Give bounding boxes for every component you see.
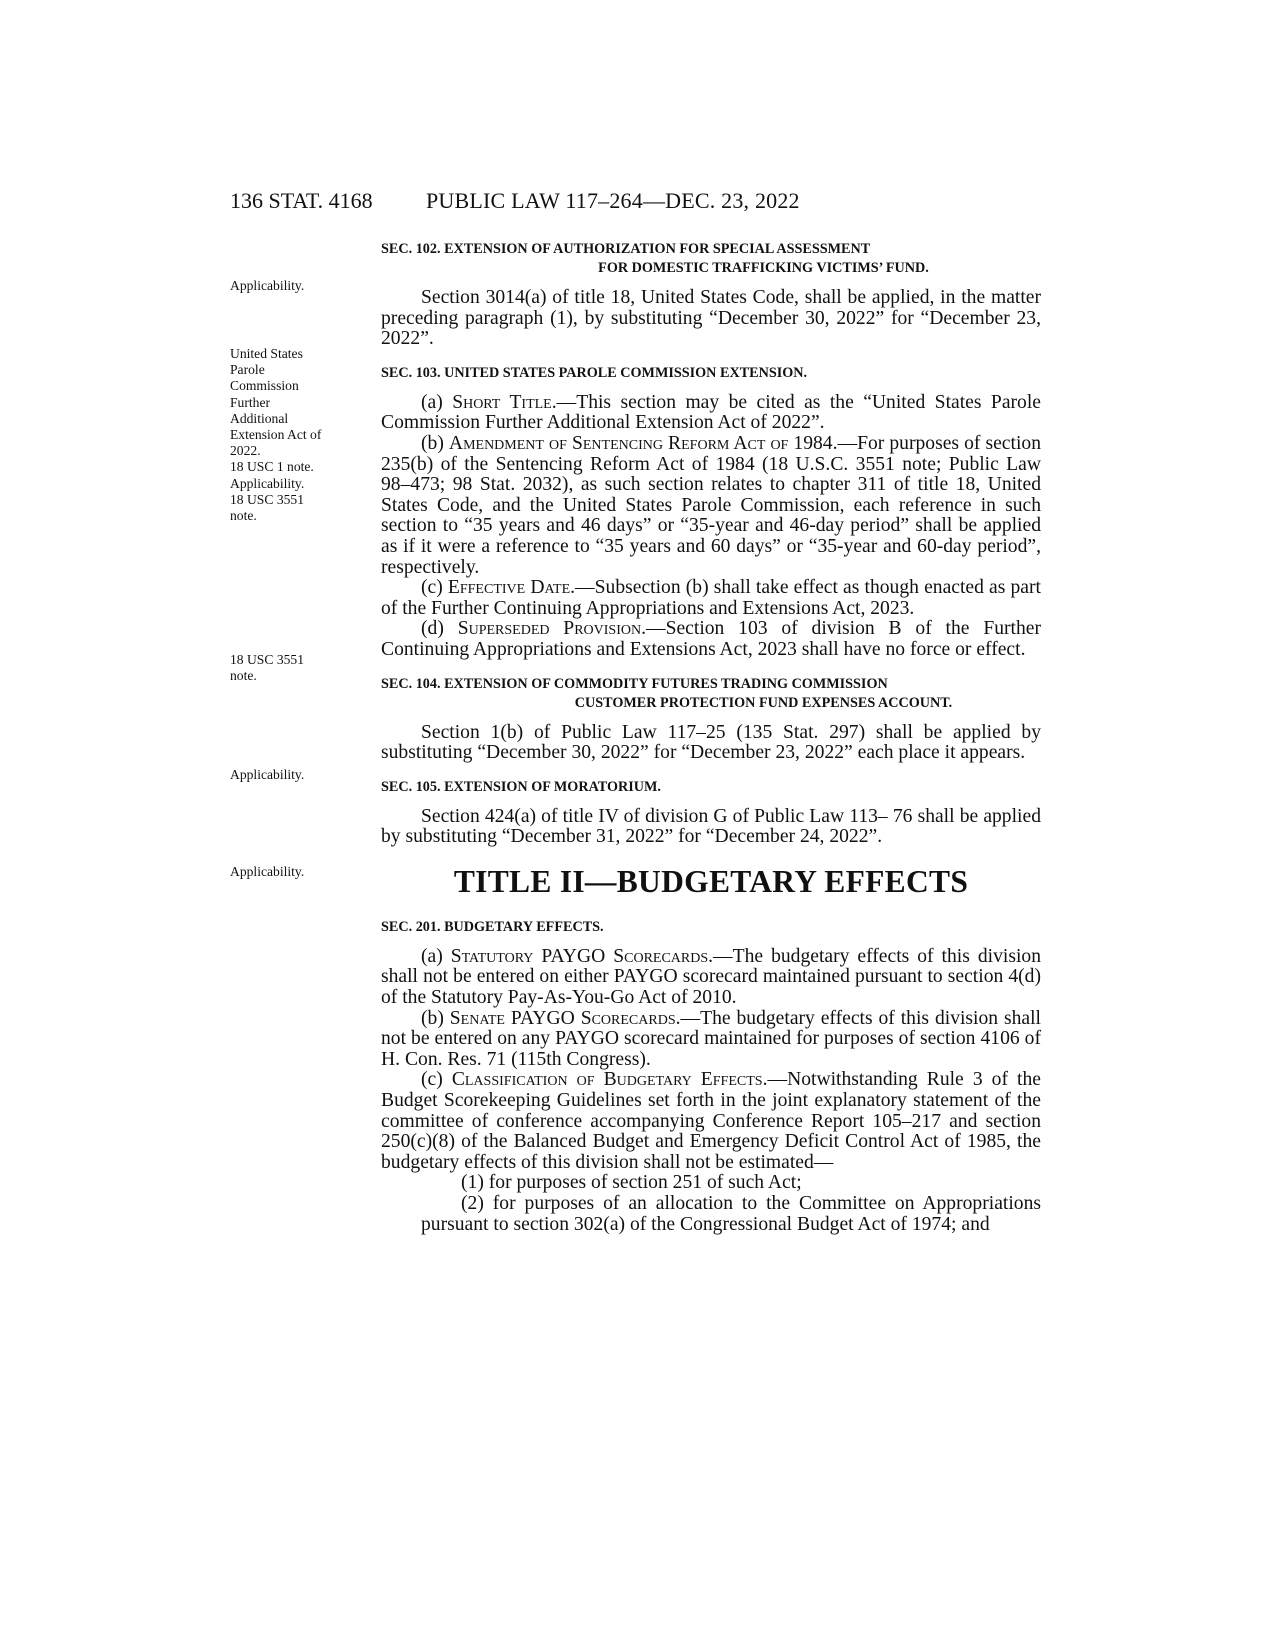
margin-note-line: United States	[230, 346, 303, 361]
heading-line: SEC. 102. EXTENSION OF AUTHORIZATION FOR SPECIAL ASSESSMENT	[381, 241, 871, 257]
section-102-heading	[381, 240, 1041, 278]
margin-note-line: Further	[230, 394, 271, 410]
heading-line: CUSTOMER PROTECTION FUND EXPENSES ACCOUNT.	[574, 694, 953, 711]
margin-note-line: 18 USC 1 note.	[230, 459, 314, 475]
margin-note-parole-commission	[230, 346, 355, 524]
heading-line: SEC. 104. EXTENSION OF COMMODITY FUTURES TRADING COMMISSION	[381, 675, 888, 692]
subsection-caption: Superseded Provision	[457, 618, 642, 640]
section-103-d: (d) Superseded Provision.—Section 103 of division B of the Further Continuing Appropriations and Extensions Act, 2023 shall have no force or effect.	[381, 618, 1042, 660]
section-104-heading	[381, 675, 1041, 713]
statute-page-number: 136 STAT. 4168	[230, 188, 373, 213]
margin-note-usc-3551	[230, 652, 355, 684]
margin-note-line: Parole	[230, 362, 265, 378]
section-102-text: Section 3014(a) of title 18, United States Code, shall be applied, in the matter preceding paragraph (1), by substituting “December 30, 2022” for “December 23, 2022”.	[381, 287, 1041, 350]
heading-line: FOR DOMESTIC TRAFFICKING VICTIMS’ FUND.	[598, 260, 929, 276]
section-103-a: (a) Short Title.—This section may be cited as the “United States Parole Commission Further Additional Extension Act of 2022”.	[381, 391, 1041, 434]
subsection-caption: Short Title	[452, 391, 552, 413]
margin-note-line: Extension Act of	[230, 427, 322, 443]
margin-note-applicability-105: Applicability.	[230, 864, 305, 879]
margin-note-line: 2022.	[230, 443, 261, 459]
margin-note-line: Applicability.	[230, 475, 305, 491]
subsection-caption: Classification of Budgetary Effects	[451, 1069, 763, 1091]
document-body	[381, 240, 1041, 1235]
section-201-a: (a) Statutory PAYGO Scorecards.—The budgetary effects of this division shall not be entered on either PAYGO scorecard maintained pursuant to section 4(d) of the Statutory Pay-As-You-Go Act of 2010.	[381, 945, 1041, 1009]
margin-note-applicability-102: Applicability.	[230, 278, 305, 293]
public-law-citation: PUBLIC LAW 117–264—DEC. 23, 2022	[426, 188, 800, 213]
section-201-heading: SEC. 201. BUDGETARY EFFECTS.	[381, 918, 604, 935]
section-105-text: Section 424(a) of title IV of division G of Public Law 113– 76 shall be applied by substituting “December 31, 2022” for “December 24, 2022”.	[381, 805, 1041, 848]
section-104-text: Section 1(b) of Public Law 117–25 (135 Stat. 297) shall be applied by substituting “December 30, 2022” for “December 23, 2022” each place it appears.	[381, 721, 1041, 764]
margin-note-line: note.	[230, 508, 257, 524]
section-103-b: (b) Amendment of Sentencing Reform Act of 1984.—For purposes of section 235(b) of the Sentencing Reform Act of 1984 (18 U.S.C. 3551 note; Public Law 98–473; 98 Stat. 2032), as such section relates to chapter 311 of title 18, United States Code, and the United States Parole Commission, each reference in such section to “35 years and 46 days” or “35-year and 46-day period” shall be applied as if it were a reference to “35 years and 60 days” or “35-year and 60-day period”, respectively.	[381, 432, 1041, 578]
margin-note-line: 18 USC 3551	[230, 491, 305, 507]
section-201-c-2: (2) for purposes of an allocation to the Committee on Appropriations pursuant to section 302(a) of the Congressional Budget Act of 1974; and	[421, 1193, 1041, 1235]
subsection-caption: Statutory PAYGO Scorecards	[450, 945, 709, 967]
margin-note-line: Commission	[230, 378, 299, 394]
margin-note-applicability-104: Applicability.	[230, 767, 305, 782]
section-201-c: (c) Classification of Budgetary Effects.—Notwithstanding Rule 3 of the Budget Scorekeeping Guidelines set forth in the joint explanatory statement of the committee of conference accompanying Conference Report 105–217 and section 250(c)(8) of the Balanced Budget and Emergency Deficit Control Act of 1985, the budgetary effects of this division shall not be estimated—	[381, 1069, 1041, 1173]
margin-note-line: Additional	[230, 410, 289, 426]
section-105-heading: SEC. 105. EXTENSION OF MORATORIUM.	[381, 778, 661, 795]
title-ii-heading: TITLE II—BUDGETARY EFFECTS	[453, 863, 969, 899]
margin-note-line: note.	[230, 668, 257, 684]
section-201-b: (b) Senate PAYGO Scorecards.—The budgetary effects of this division shall not be entered on any PAYGO scorecard maintained for purposes of section 4106 of H. Con. Res. 71 (115th Congress).	[381, 1007, 1042, 1070]
section-103-heading: SEC. 103. UNITED STATES PAROLE COMMISSION EXTENSION.	[381, 364, 808, 381]
subsection-caption: Senate PAYGO Scorecards	[449, 1007, 676, 1029]
subsection-caption: Effective Date	[447, 577, 571, 599]
margin-note-line: 18 USC 3551	[230, 652, 305, 667]
section-201-c-1: (1) for purposes of section 251 of such Act;	[461, 1172, 802, 1194]
section-103-c: (c) Effective Date.—Subsection (b) shall take effect as though enacted as part of the Further Continuing Appropriations and Extensions Act, 2023.	[381, 577, 1041, 619]
subsection-caption: Amendment of Sentencing Reform Act of 1984	[448, 432, 833, 454]
page-header	[230, 188, 1040, 220]
